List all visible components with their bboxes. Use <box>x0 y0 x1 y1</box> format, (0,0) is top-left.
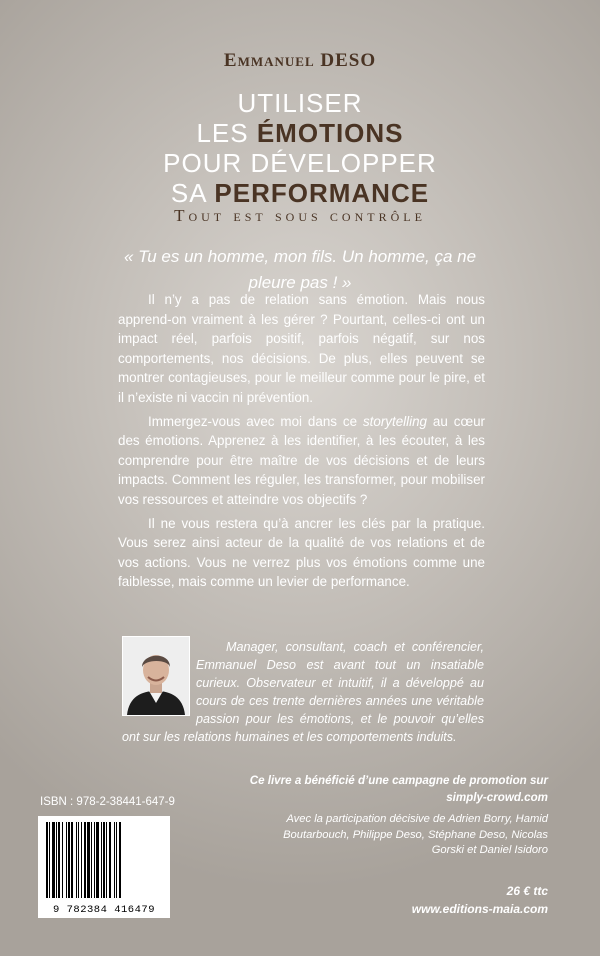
opening-quote: « Tu es un homme, mon fils. Un homme, ça ne pleure pas ! » <box>123 247 477 292</box>
barcode-bar <box>109 822 111 898</box>
title-line-3: POUR DÉVELOPPER <box>163 148 437 178</box>
blurb-p2-after: au cœur des émotions. Apprenez à les identifier, à les écouter, à les comprendre pour être maître de vos décisions et de leurs impacts. Comment les réguler, les transformer, pour mobiliser vos ressources et atteindre vos objectifs ? <box>118 413 485 507</box>
barcode <box>38 816 170 918</box>
title-line-4-prefix: SA <box>170 178 215 208</box>
barcode-bar <box>56 822 57 898</box>
barcode-bar <box>96 822 99 898</box>
campaign-note: Ce livre a bénéficié d’une campagne de promotion sur simply-crowd.com <box>249 774 548 804</box>
author-bio-text: Manager, consultant, coach et conférencier, Emmanuel Deso est avant tout un insatiable curieux. Observateur et intuitif, il a développé au cours de ces trente dernières années une véritable passion pour les émotions, et le pouvoir qu’elles ont sur les relations humaines et les comportements induits. <box>122 640 484 744</box>
title-line-2-bold: ÉMOTIONS <box>256 118 404 148</box>
barcode-bar <box>46 822 48 898</box>
book-title <box>0 88 600 208</box>
title-line-4-bold: PERFORMANCE <box>214 178 430 208</box>
title-line-2-prefix: LES <box>196 118 257 148</box>
barcode-bar <box>91 822 92 898</box>
title-line-2 <box>0 118 600 148</box>
barcode-digits: 9 782384 416479 <box>52 904 155 916</box>
blurb-p2-before: Immergez-vous avec moi dans ce <box>148 413 363 429</box>
bio-photo-spacer <box>122 638 196 718</box>
back-cover-blurb <box>118 290 485 596</box>
barcode-bar <box>84 822 86 898</box>
barcode-bar <box>52 822 55 898</box>
title-line-1: UTILISER <box>237 88 363 118</box>
barcode-bar <box>87 822 90 898</box>
author-bio <box>122 638 484 746</box>
title-line-4 <box>0 178 600 208</box>
blurb-p2-italic: storytelling <box>362 413 427 429</box>
partners-credit: Avec la participation décisive de Adrien Borry, Hamid Boutarbouch, Philippe Deso, Stéphane Deso, Nicolas Gorski et Daniel Isidoro <box>283 813 548 856</box>
barcode-bar <box>76 822 77 898</box>
blurb-paragraph-3: Il ne vous restera qu’à ancrer les clés par la pratique. Vous serez ainsi acteur de la qualité de vos relations et de vos actions. Vous ne verrez plus vos émotions comme une faiblesse, mais comme un levier de performance. <box>118 515 485 590</box>
barcode-bar <box>114 822 115 898</box>
isbn-number: ISBN : 978-2-38441-647-9 <box>40 796 175 808</box>
barcode-bar <box>78 822 79 898</box>
blurb-paragraph-2 <box>118 412 485 510</box>
barcode-bar <box>71 822 73 898</box>
book-subtitle: Tout est sous contrôle <box>174 206 426 225</box>
barcode-bar <box>116 822 117 898</box>
barcode-bar <box>94 822 95 898</box>
author-name: Emmanuel DESO <box>223 50 377 71</box>
barcode-bar <box>106 822 107 898</box>
barcode-bars <box>38 816 170 902</box>
price: 26 € ttc <box>506 884 548 898</box>
barcode-bar <box>66 822 67 898</box>
barcode-bar <box>62 822 63 898</box>
barcode-bar <box>103 822 105 898</box>
blurb-paragraph-1: Il n’y a pas de relation sans émotion. Mais nous apprend-on vraiment à les gérer ? Pourtant, celles-ci ont un impact réel, parfois positif, parfois négatif, sur nos comportements, nos décisions. De plus, elles peuvent se montrer contagieuses, pour le meilleur comme pour le pire, et il n’existe ni vaccin ni prévention. <box>118 292 485 405</box>
barcode-bar <box>68 822 70 898</box>
barcode-bar <box>49 822 50 898</box>
barcode-bar <box>81 822 82 898</box>
barcode-bar <box>119 822 121 898</box>
barcode-bar <box>101 822 102 898</box>
publisher-website[interactable]: www.editions-maia.com <box>411 902 548 916</box>
barcode-bar <box>58 822 60 898</box>
